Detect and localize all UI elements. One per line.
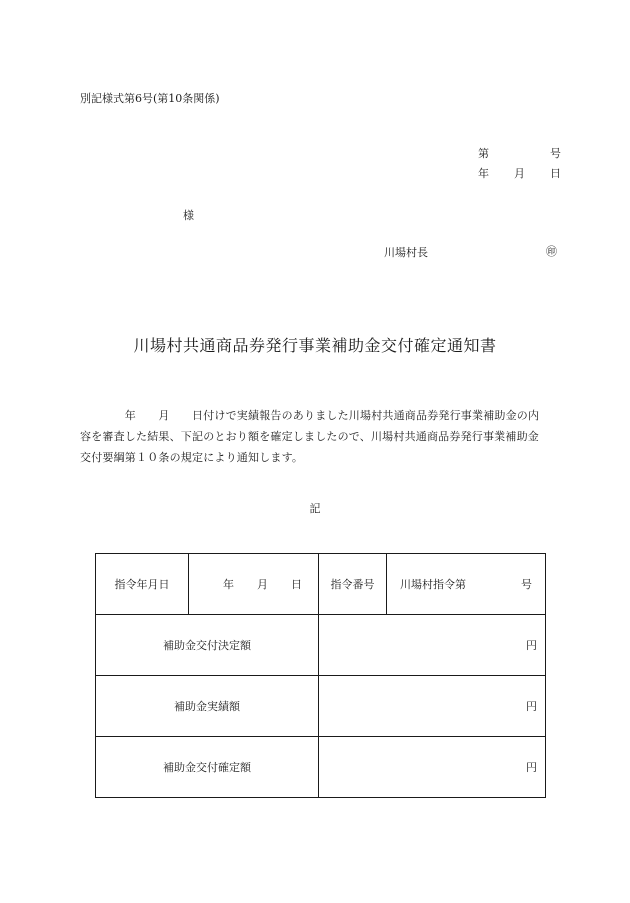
confirmation-table bbox=[95, 553, 546, 798]
document-title: 川場村共通商品券発行事業補助金交付確定通知書 bbox=[133, 336, 497, 355]
ki-heading: 記 bbox=[309, 502, 321, 515]
decision-amount-unit: 円 bbox=[319, 615, 546, 676]
notice-body bbox=[80, 405, 560, 468]
order-date-label: 指令年月日 bbox=[96, 554, 189, 615]
order-number-label: 指令番号 bbox=[319, 554, 387, 615]
order-date-month: 月 bbox=[257, 578, 268, 591]
actual-amount-label: 補助金実績額 bbox=[96, 676, 319, 737]
actual-amount-unit: 円 bbox=[319, 676, 546, 737]
date-day: 日 bbox=[550, 167, 561, 180]
addressee-suffix: 様 bbox=[183, 209, 194, 222]
form-number-label: 別記様式第6号(第10条関係) bbox=[80, 92, 220, 105]
order-number-suffix: 号 bbox=[521, 578, 532, 591]
order-date-year: 年 bbox=[223, 578, 234, 591]
date-month: 月 bbox=[514, 167, 525, 180]
number-dai: 第 bbox=[478, 147, 489, 160]
issuer-name: 川場村長 bbox=[384, 246, 428, 259]
table-row bbox=[96, 737, 546, 798]
order-date-day: 日 bbox=[291, 578, 302, 591]
order-date-value bbox=[189, 554, 319, 615]
table-row bbox=[96, 554, 546, 615]
confirmed-amount-label: 補助金交付確定額 bbox=[96, 737, 319, 798]
seal-mark: ㊞ bbox=[546, 245, 557, 258]
date-year: 年 bbox=[478, 167, 489, 180]
table-row bbox=[96, 615, 546, 676]
decision-amount-label: 補助金交付決定額 bbox=[96, 615, 319, 676]
table-row bbox=[96, 676, 546, 737]
body-line-1: 年 月 日付けで実績報告のありました川場村共通商品券発行事業補助金の内 bbox=[80, 409, 540, 422]
order-number-value bbox=[387, 554, 546, 615]
body-line-2: 容を審査した結果、下記のとおり額を確定しましたので、川場村共通商品券発行事業補助金 bbox=[80, 430, 539, 443]
body-line-3: 交付要綱第１０条の規定により通知します。 bbox=[80, 451, 304, 464]
order-number-prefix: 川場村指令第 bbox=[400, 578, 466, 591]
confirmed-amount-unit: 円 bbox=[319, 737, 546, 798]
number-go: 号 bbox=[550, 147, 561, 160]
